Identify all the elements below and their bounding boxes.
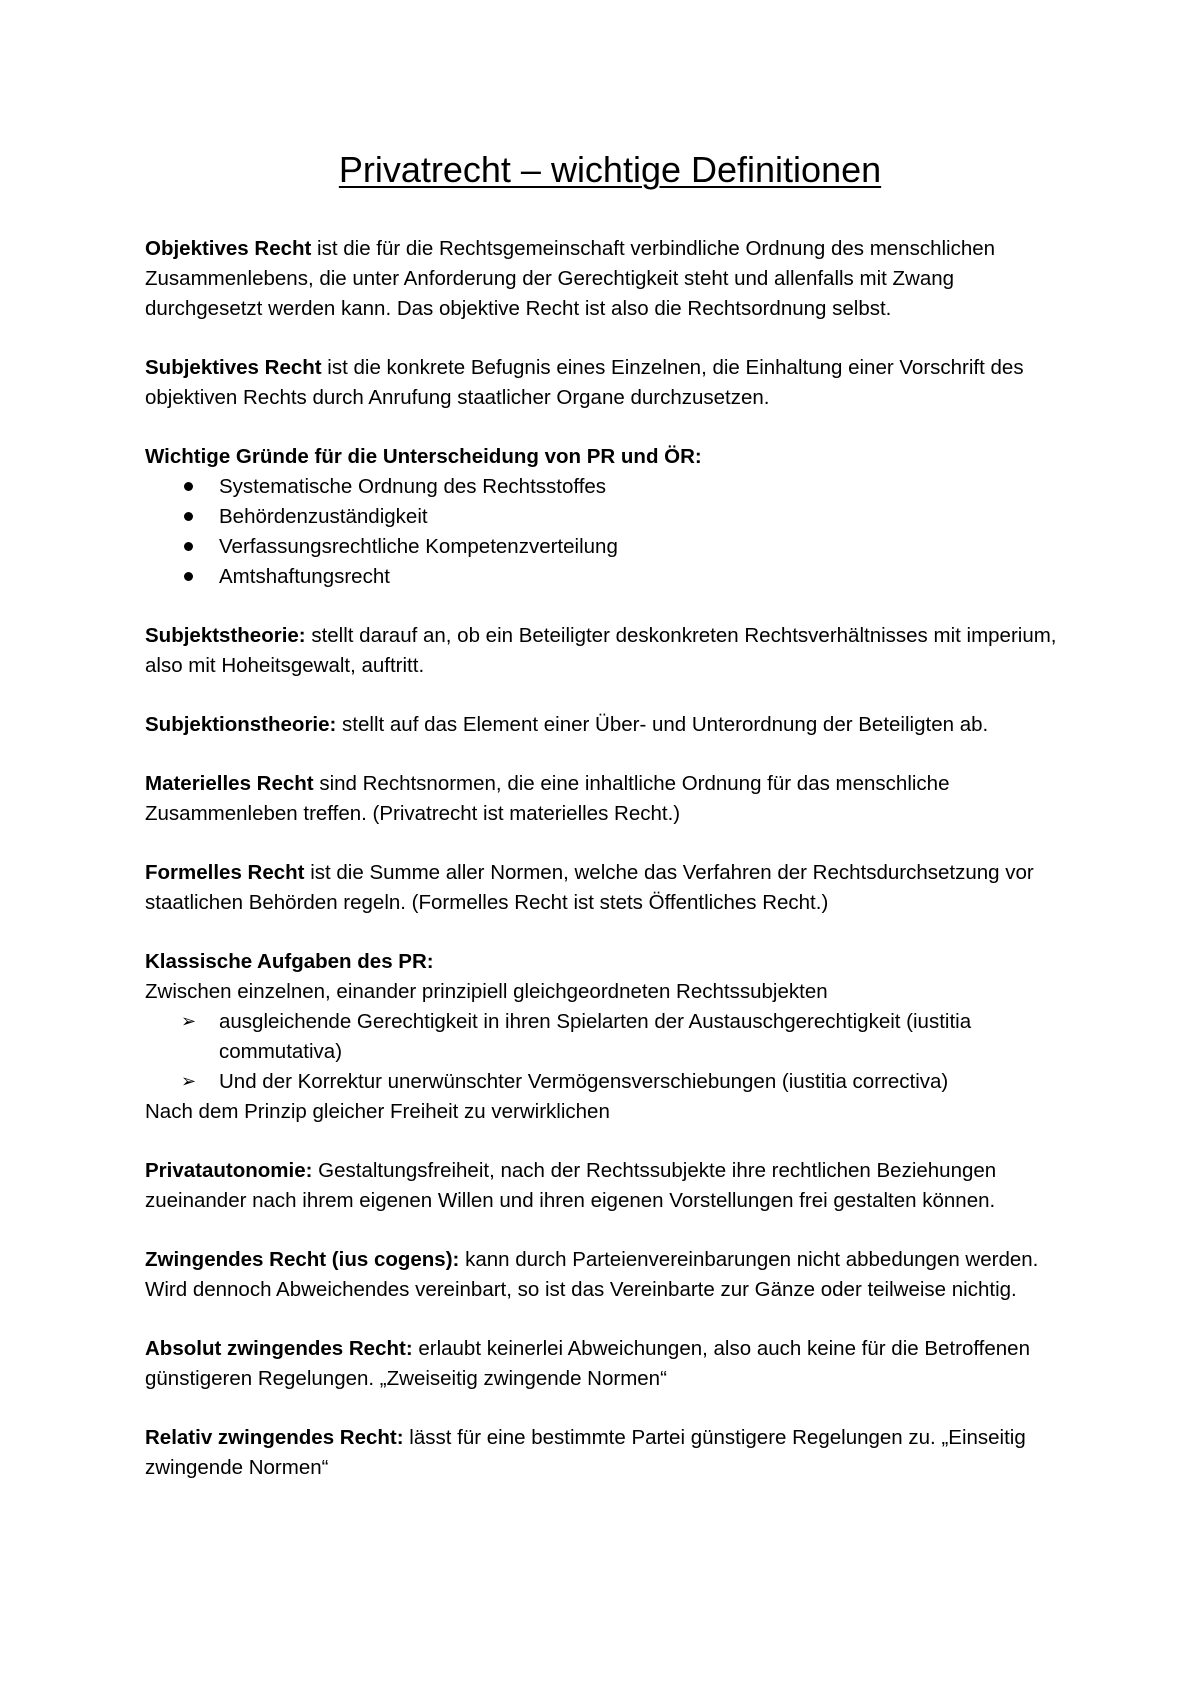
- document-page: [145, 148, 1075, 1512]
- arrow-bullet-icon: ➢: [181, 1011, 197, 1032]
- definition-text: Gestaltungsfreiheit, nach der Rechtssubjekte ihre rechtlichen Beziehungen zueinander nach ihrem eigenen Willen und ihren eigenen Vorstellungen frei gestalten können.: [145, 1159, 997, 1212]
- list-item-text: Und der Korrektur unerwünschter Vermögensverschiebungen (iustitia correctiva): [219, 1070, 949, 1093]
- list-item: [145, 532, 1075, 562]
- list-item: [145, 1007, 1075, 1067]
- definition-subjektives-recht: [145, 353, 1075, 413]
- heading-aufgaben: Klassische Aufgaben des PR:: [145, 950, 434, 973]
- bullet-dot-icon: [184, 572, 193, 581]
- list-item: [145, 1067, 1075, 1097]
- term-label: Relativ zwingendes Recht:: [145, 1426, 404, 1449]
- aufgaben-intro: Zwischen einzelnen, einander prinzipiell gleichgeordneten Rechtssubjekten: [145, 980, 828, 1003]
- aufgaben-outro: Nach dem Prinzip gleicher Freiheit zu verwirklichen: [145, 1100, 610, 1123]
- list-item-text: Verfassungsrechtliche Kompetenzverteilung: [219, 535, 618, 558]
- list-item-text: Systematische Ordnung des Rechtsstoffes: [219, 475, 607, 498]
- definition-zwingendes-recht: [145, 1245, 1075, 1305]
- definition-absolut-zwingendes-recht: [145, 1334, 1075, 1394]
- definition-text: sind Rechtsnormen, die eine inhaltliche Ordnung für das menschliche Zusammenleben treffen. (Privatrecht ist materielles Recht.): [145, 772, 950, 825]
- definition-text: kann durch Parteienvereinbarungen nicht abbedungen werden. Wird dennoch Abweichendes vereinbart, so ist das Vereinbarte zur Gänze oder teilweise nichtig.: [145, 1248, 1039, 1301]
- term-label: Formelles Recht: [145, 861, 305, 884]
- term-label: Zwingendes Recht (ius cogens):: [145, 1248, 460, 1271]
- aufgaben-list: [145, 1007, 1075, 1097]
- definition-formelles-recht: [145, 858, 1075, 918]
- list-item: [145, 562, 1075, 592]
- heading-gruende: Wichtige Gründe für die Unterscheidung von PR und ÖR:: [145, 445, 702, 468]
- term-label: Objektives Recht: [145, 237, 312, 260]
- definition-text: erlaubt keinerlei Abweichungen, also auch keine für die Betroffenen günstigeren Regelungen. „Zweiseitig zwingende Normen“: [145, 1337, 1030, 1390]
- definition-text: ist die Summe aller Normen, welche das Verfahren der Rechtsdurchsetzung vor staatlichen Behörden regeln. (Formelles Recht ist stets Öffentliches Recht.): [145, 861, 1034, 914]
- definition-text: stellt auf das Element einer Über- und Unterordnung der Beteiligten ab.: [336, 713, 989, 736]
- term-label: Privatautonomie:: [145, 1159, 313, 1182]
- definition-text: stellt darauf an, ob ein Beteiligter deskonkreten Rechtsverhältnisses mit imperium, also mit Hoheitsgewalt, auftritt.: [145, 624, 1057, 677]
- definition-subjektionstheorie: [145, 710, 1075, 740]
- list-item-text: Behördenzuständigkeit: [219, 505, 428, 528]
- list-item-text: ausgleichende Gerechtigkeit in ihren Spielarten der Austauschgerechtigkeit (iustitia commutativa): [219, 1010, 972, 1063]
- bullet-dot-icon: [184, 482, 193, 491]
- gruende-list: [145, 472, 1075, 592]
- arrow-bullet-icon: ➢: [181, 1071, 197, 1092]
- definition-text: ist die konkrete Befugnis eines Einzelnen, die Einhaltung einer Vorschrift des objektiven Rechts durch Anrufung staatlicher Organe durchzusetzen.: [145, 356, 1024, 409]
- term-label: Subjektionstheorie:: [145, 713, 337, 736]
- term-label: Absolut zwingendes Recht:: [145, 1337, 413, 1360]
- definition-materielles-recht: [145, 769, 1075, 829]
- definition-privatautonomie: [145, 1156, 1075, 1216]
- definition-relativ-zwingendes-recht: [145, 1423, 1075, 1483]
- bullet-dot-icon: [184, 542, 193, 551]
- definition-text: lässt für eine bestimmte Partei günstigere Regelungen zu. „Einseitig zwingende Normen“: [145, 1426, 1026, 1479]
- term-label: Subjektives Recht: [145, 356, 322, 379]
- list-item: [145, 472, 1075, 502]
- term-label: Materielles Recht: [145, 772, 314, 795]
- definition-objektives-recht: [145, 234, 1075, 324]
- definition-subjektstheorie: [145, 621, 1075, 681]
- list-item-text: Amtshaftungsrecht: [219, 565, 390, 588]
- term-label: Subjektstheorie:: [145, 624, 306, 647]
- page-title: Privatrecht – wichtige Definitionen: [338, 149, 882, 190]
- definition-text: ist die für die Rechtsgemeinschaft verbindliche Ordnung des menschlichen Zusammenlebens, die unter Anforderung der Gerechtigkeit steht und allenfalls mit Zwang durchgesetzt werden kann. Das objektive Recht ist also die Rechtsordnung selbst.: [145, 237, 996, 320]
- list-item: [145, 502, 1075, 532]
- bullet-dot-icon: [184, 512, 193, 521]
